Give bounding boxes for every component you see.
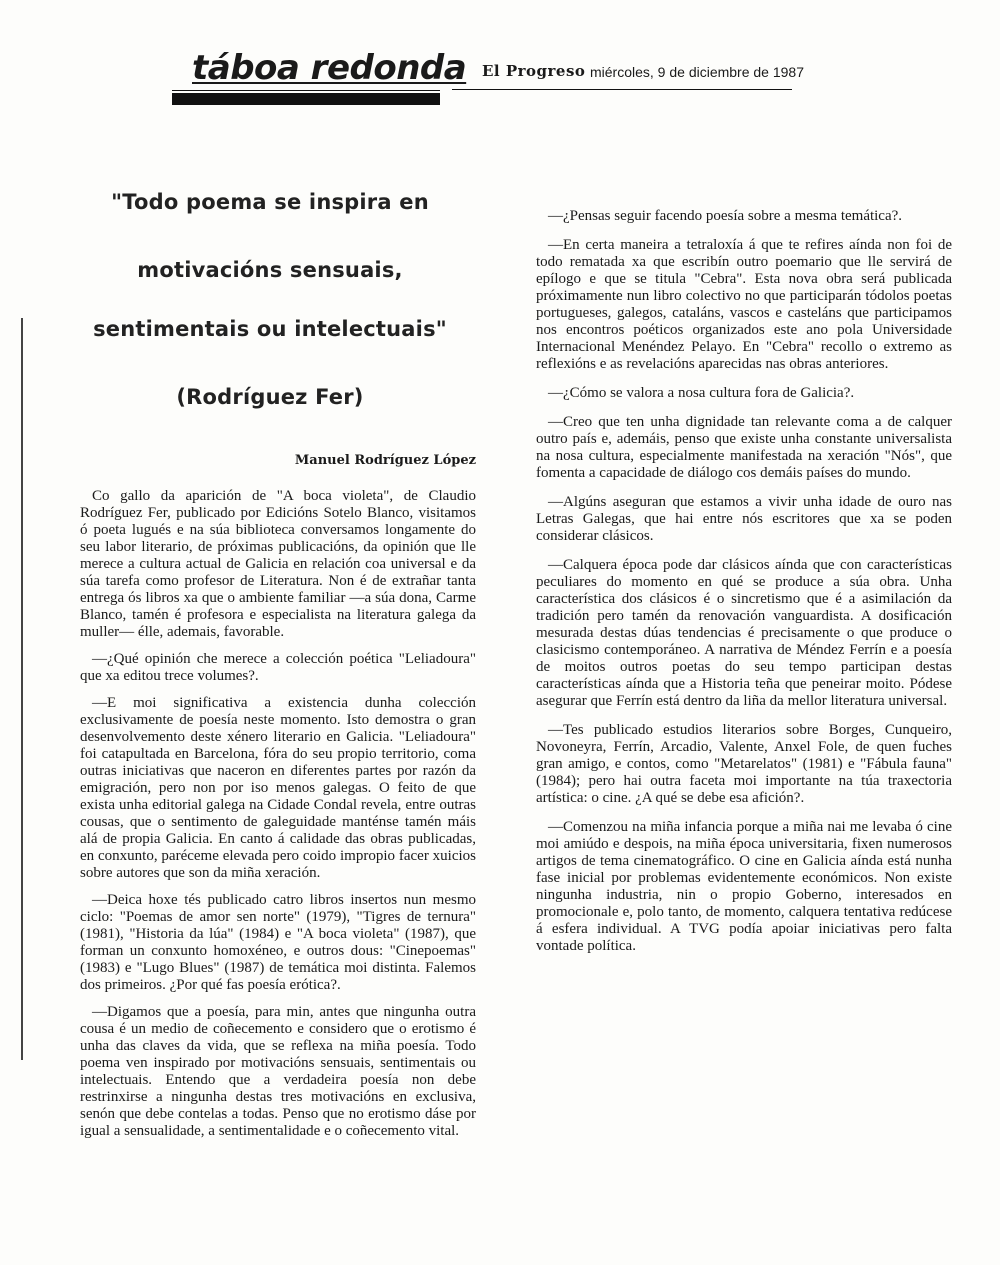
newspaper-name: El Progreso [482, 62, 586, 80]
paragraph: —Calquera época pode dar clásicos aínda que con características peculiares do momento en qué se produce a súa obra. Unha característica dos clásicos é o sincretismo que é a asimilación da tradición pero tamén da renovación vanguardista. A dosificación mesurada destas dúas tendencias é precisamente o que produce o clasicismo contemporáneo. A narrativa de Méndez Ferrín e a poesía de moitos outros poetas do seu tempo participan destas características aínda que a Historia teña que peneirar moito. Pódese asegurar que Ferrín está dentro da liña da mellor literatura universal. [536, 557, 952, 709]
paragraph: —Tes publicado estudios literarios sobre Borges, Cunqueiro, Novoneyra, Ferrín, Arcadio, Valente, Anxel Fole, de quen fuches gran amigo, e contos, como "Metarelatos" (1981) e "Fábula fauna" (1984); pero hai outra faceta moi importante na túa traxectoria artística: o cine. ¿A qué se debe esa afición?. [536, 722, 952, 806]
right-column [536, 208, 952, 967]
masthead-bar [172, 93, 440, 105]
paragraph: —Algúns aseguran que estamos a vivir unha idade de ouro nas Letras Galegas, que hai entre nós escritores que xa se poden considerar clásicos. [536, 494, 952, 544]
paragraph: —E moi significativa a existencia dunha colección exclusivamente de poesía neste momento. Isto demostra o gran desenvolvemento deste xénero literario en Galicia. "Leliadoura" foi catapultada en Barcelona, fóra do seu propio territorio, coma outras iniciativas que naceron en diferentes partes por razón da emigración, pero non por iso menos galegas. O feito de que exista unha editorial galega na Cidade Condal revela, entre outras cousas, que o sentimento de galeguidade manténse tamén máis alá de propia Galicia. En canto á calidade das obras publicadas, en conxunto, paréceme elevada pero coido impropio facer xuicios sobre autores que son da miña xeración. [80, 695, 476, 881]
paragraph: —Digamos que a poesía, para min, antes que ningunha outra cousa é un medio de coñecemento e considero que o erotismo é unha das claves da vida, que se reflexa na miña poesía. Todo poema ven inspirado por motivacións sensuais, sentimentais ou intelectuais. Entendo que a verdadeira poesía non debe restrinxirse a ningunha destas tres motivacións en exclusiva, senón que debe contelas a todas. Penso que no erotismo dáse por igual a sensualidade, a sentimentalidade e o coñecemento vital. [80, 1004, 476, 1139]
paragraph: —¿Pensas seguir facendo poesía sobre a mesma temática?. [548, 208, 903, 224]
headline-line-3: sentimentais ou intelectuais" [93, 317, 447, 341]
date-rule [452, 89, 792, 90]
left-column [80, 488, 476, 1150]
paragraph: —Deica hoxe tés publicado catro libros insertos nun mesmo ciclo: "Poemas de amor sen norte" (1979), "Tigres de ternura" (1981), "Historia da lúa" (1984) e "A boca violeta" (1987), que forman un conxunto homoxéneo, e outros dous: "Cinepoemas" (1983) e "Lugo Blues" (1987) de temática moi distinta. Falemos dos primeiros. ¿Por qué fas poesía erótica?. [80, 892, 476, 993]
publication-date: miércoles, 9 de diciembre de 1987 [590, 64, 805, 80]
margin-rule [21, 318, 23, 1060]
paragraph: —¿Cómo se valora a nosa cultura fora de Galicia?. [548, 385, 855, 401]
paragraph: —¿Qué opinión che merece a colección poética "Leliadoura" que xa editou trece volumes?. [80, 651, 476, 684]
paragraph: —Comenzou na miña infancia porque a miña nai me levaba ó cine moi amiúdo e despois, na miña época universitaria, fixen numerosos artigos de tema cinematográfico. O cine en Galicia aínda está nunha fase inicial por problemas evidentemente económicos. Non existe ningunha industria, nin o propio Goberno, interesados en promocionale e, polo tanto, de momento, calquera tentativa redúcese á esfera individual. A TVG podía apoiar iniciativas pero falta vontade política. [536, 819, 952, 954]
paragraph: —En certa maneira a tetraloxía á que te refires aínda non foi de todo rematada xa que escribín outro poemario que lle servirá de epílogo e que se titula "Cebra". Esta nova obra será publicada próximamente nun libro colectivo no que participarán tódolos poetas portugueses, galegos, cataláns, vascos e casteláns que participamos nos encontros poéticos organizados este ano pola Universidade Internacional Menéndez Pelayo. En "Cebra" recollo o extremo as reflexións e as revelacións aparecidas nas obras anteriores. [536, 237, 952, 372]
headline-line-1: "Todo poema se inspira en [111, 190, 429, 214]
headline-line-2: motivacións sensuais, [137, 258, 403, 282]
author-byline: Manuel Rodríguez López [294, 453, 476, 468]
masthead-rule [172, 90, 440, 91]
paragraph: —Creo que ten unha dignidade tan relevante coma a de calquer outro país e, ademáis, penso que existe unha constante universalista na nosa cultura, especialmente manifestada na xeración "Nós", que fomenta a capacidade de diálogo cos demáis países do mundo. [536, 414, 952, 481]
section-title: táboa redonda [192, 48, 467, 88]
paragraph: Co gallo da aparición de "A boca violeta", de Claudio Rodríguez Fer, publicado por Edicións Sotelo Blanco, visitamos ó poeta lugués e na súa biblioteca conversamos longamente do seu labor literario, de próximas publicacións, da opinión que lle merece a cultura actual de Galicia en relación coa universal e da súa tarefa como profesor de Literatura. Non é de extrañar tanta entrega ós libros xa que o ambiente familiar —a súa dona, Carme Blanco, tamén é profesora e especialista na literatura galega da muller— élle, ademais, favorable. [80, 488, 476, 640]
headline-line-4: (Rodríguez Fer) [176, 385, 364, 409]
